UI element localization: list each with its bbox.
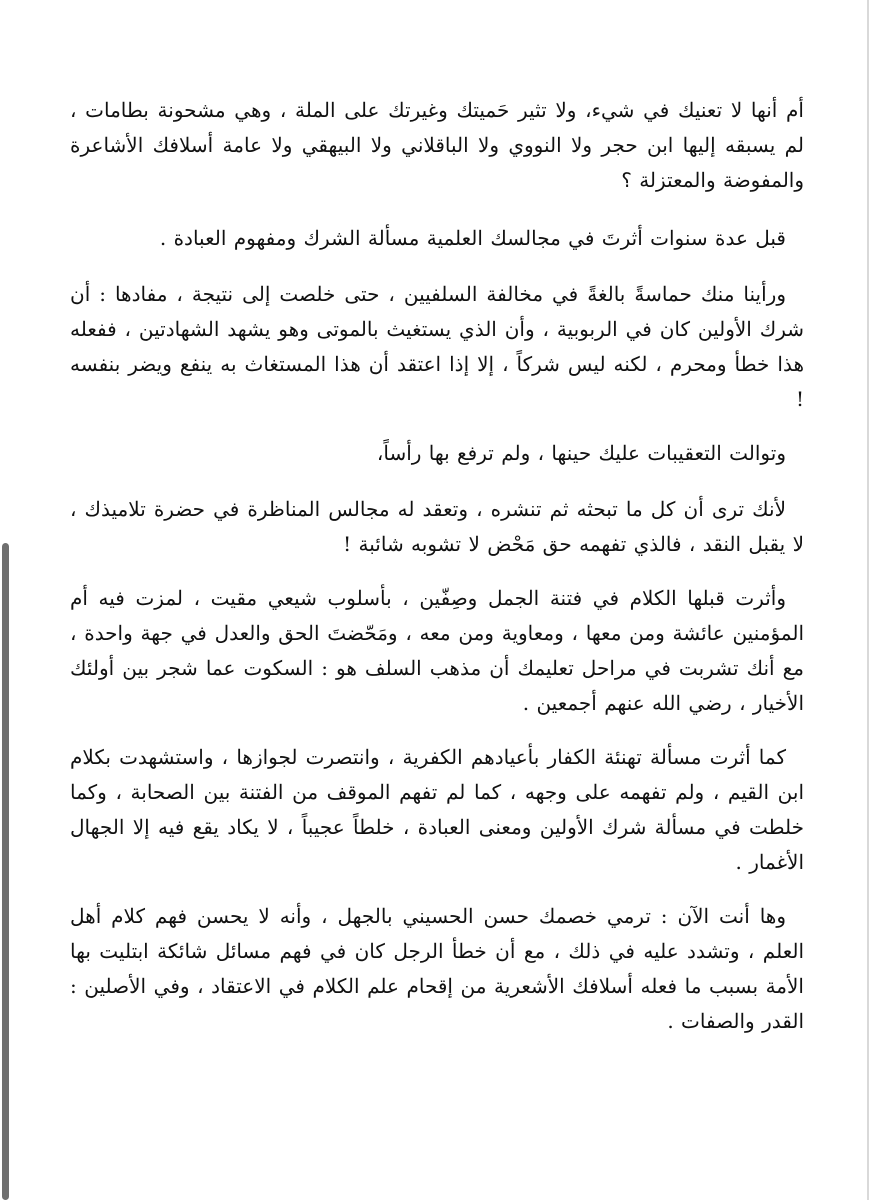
paragraph-7: كما أثرت مسألة تهنئة الكفار بأعيادهم الكفرية ، وانتصرت لجوازها ، واستشهدت بكلام ابن القيم ، ولم تفهمه على وجهه ، كما لم تفهم الموقف من الفتنة بين الصحابة ، وكما خلطت في مسألة شرك الأولين ومعنى العبادة ، خلطاً عجيباً ، لا يكاد يقع فيه إلا الجهال الأغمار . — [70, 745, 804, 874]
paragraph-8: وها أنت الآن : ترمي خصمك حسن الحسيني بالجهل ، وأنه لا يحسن فهم كلام أهل العلم ، وتشدد عليه في ذلك ، مع أن خطأ الرجل كان في فهم مسائل شائكة ابتليت بها الأمة بسبب ما فعله أسلافك الأشعرية من إقحام علم الكلام في الاعتقاد ، وفي الأصلين : القدر والصفات . — [70, 904, 804, 1033]
paragraph-3: ورأينا منك حماسةً بالغةً في مخالفة السلفيين ، حتى خلصت إلى نتيجة ، مفادها : أن شرك الأولين كان في الربوبية ، وأن الذي يستغيث بالموتى وهو يشهد الشهادتين ، ففعله هذا خطأ ومحرم ، لكنه ليس شركاً ، إلا إذا اعتقد أن هذا المستغاث به ينفع ويضر بنفسه ! — [70, 282, 804, 411]
article-body — [70, 93, 804, 1062]
paragraph-2: قبل عدة سنوات أثرتَ في مجالسك العلمية مسألة الشرك ومفهوم العبادة . — [159, 226, 786, 250]
paragraph-5: لأنك ترى أن كل ما تبحثه ثم تنشره ، وتعقد له مجالس المناظرة في حضرة تلاميذك ، لا يقبل النقد ، فالذي تفهمه حق مَحْض لا تشوبه شائبة ! — [70, 497, 804, 556]
vertical-scrollbar[interactable] — [2, 543, 9, 1200]
paragraph-1: أم أنها لا تعنيك في شيء، ولا تثير حَميتك وغيرتك على الملة ، وهي مشحونة بطامات ، لم يسبقه إليها ابن حجر ولا النووي ولا الباقلاني ولا البيهقي ولا عامة أسلافك الأشاعرة والمفوضة والمعتزلة ؟ — [70, 98, 804, 192]
paragraph-4: وتوالت التعقيبات عليك حينها ، ولم ترفع بها رأساً، — [376, 441, 786, 465]
paragraph-6: وأثرت قبلها الكلام في فتنة الجمل وصِفّين ، بأسلوب شيعي مقيت ، لمزت فيه أم المؤمنين عائشة ومن معها ، ومعاوية ومن معه ، ومَحّضتَ الحق والعدل في جهة واحدة ، مع أنك تشربت في مراحل تعليمك أن مذهب السلف هو : السكوت عما شجر بين أولئك الأخيار ، رضي الله عنهم أجمعين . — [70, 586, 804, 715]
